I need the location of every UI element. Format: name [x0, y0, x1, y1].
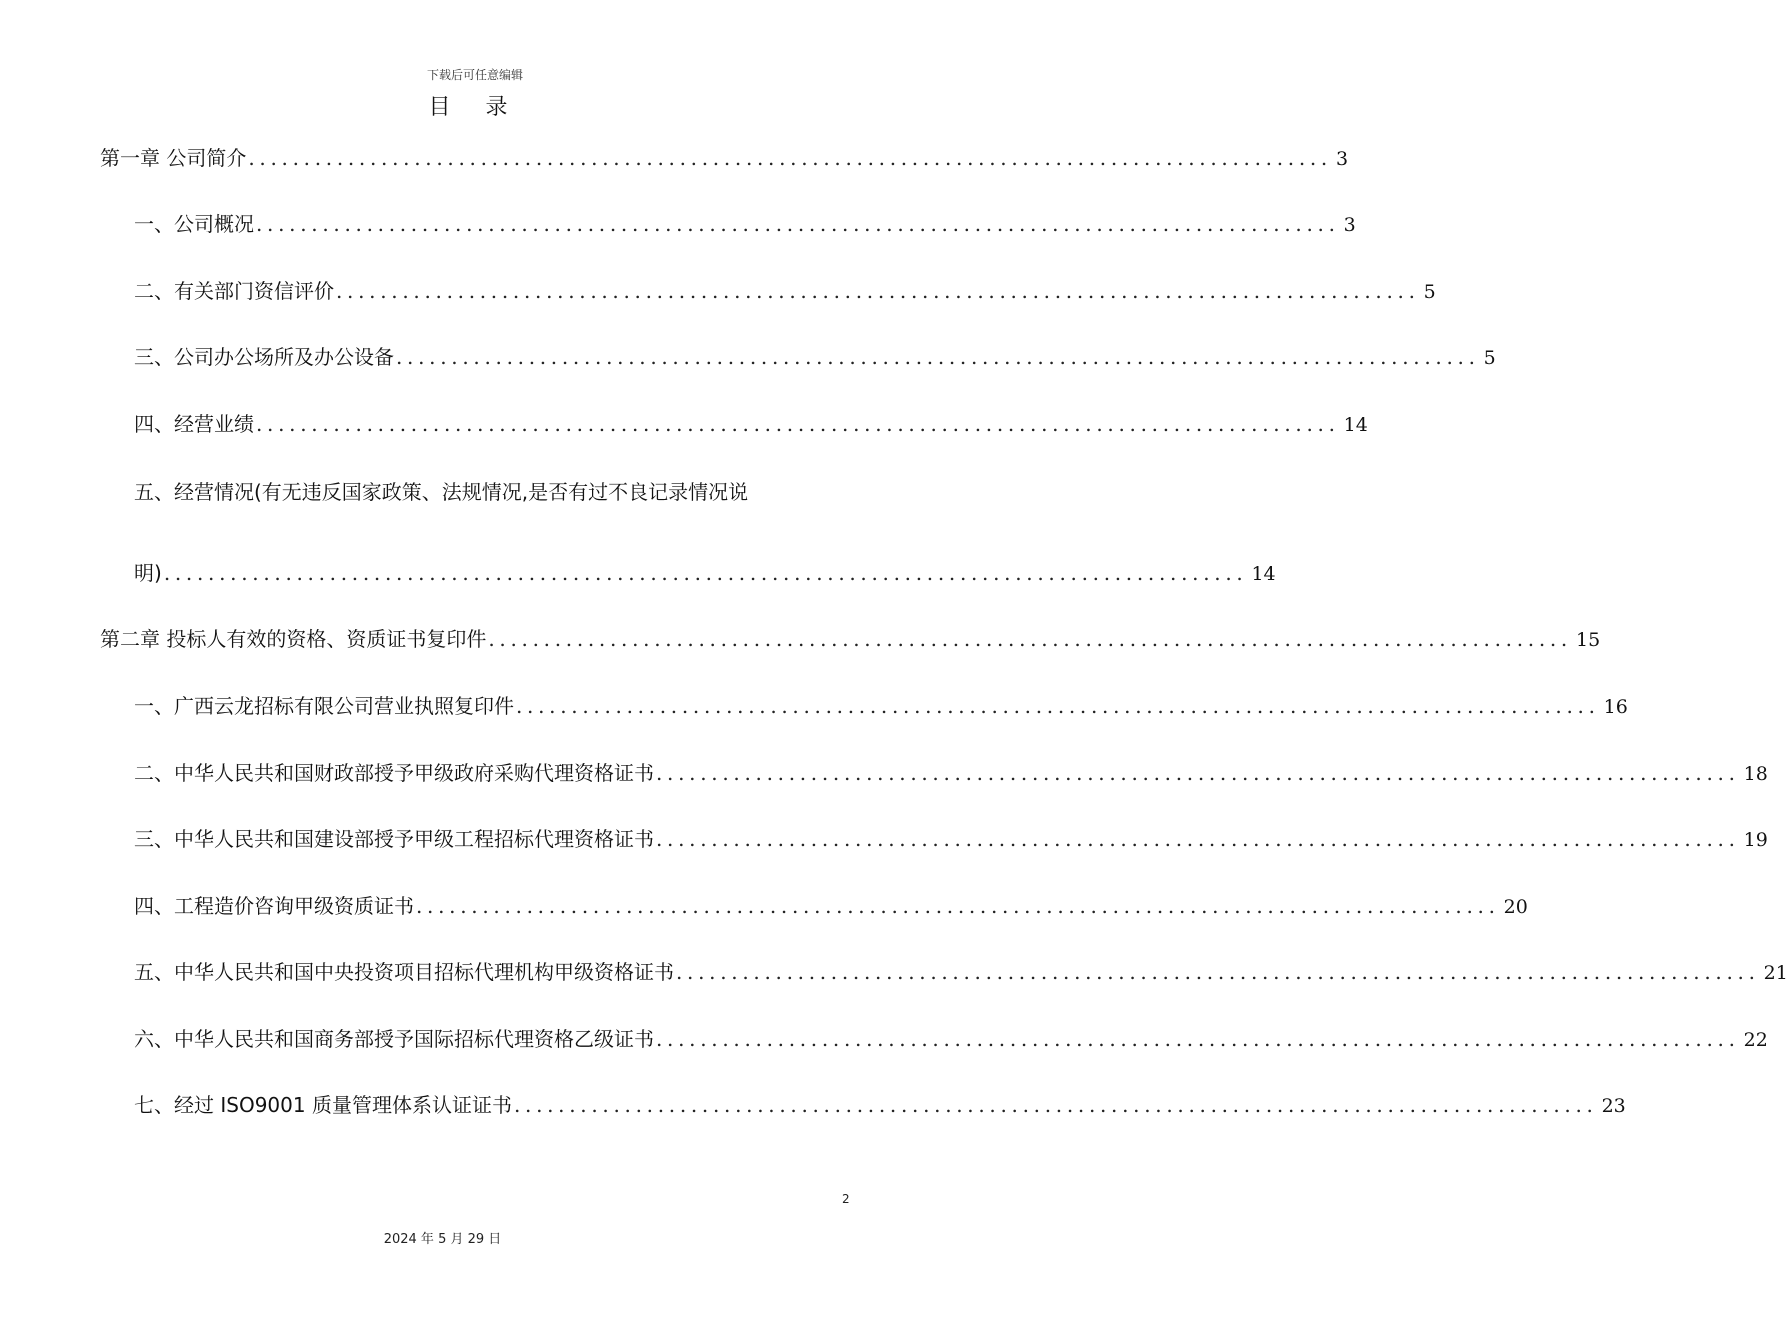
toc-entry-section[interactable]: [134, 759, 1768, 788]
toc-entry-page: 20: [1503, 896, 1528, 918]
toc-entry-page: 23: [1601, 1095, 1626, 1117]
toc-entry-page: 14: [1251, 563, 1276, 585]
toc-entry-section[interactable]: [134, 958, 1788, 987]
dot-leader: ..................................................................................................: [513, 1093, 1598, 1117]
toc-entry-label: 一、广西云龙招标有限公司营业执照复印件: [134, 694, 514, 718]
dot-leader: ..................................................................................................: [656, 1027, 1740, 1051]
toc-entry-label: 三、公司办公场所及办公设备: [134, 345, 394, 369]
toc-entry-page: 3: [1343, 214, 1356, 236]
toc-entry-page: 21: [1763, 962, 1788, 984]
toc-entry-chapter-1[interactable]: [100, 144, 1349, 173]
toc-title: 目 录: [428, 95, 522, 120]
toc-entry-chapter-2[interactable]: [100, 625, 1601, 654]
toc-entry-section[interactable]: [134, 1091, 1626, 1120]
toc-entry-section[interactable]: [134, 1025, 1768, 1054]
toc-entry-label: 四、工程造价咨询甲级资质证书: [134, 894, 414, 918]
toc-entry-section[interactable]: [134, 277, 1436, 306]
toc-entry-page: 18: [1743, 763, 1768, 785]
toc-entry-page: 3: [1336, 148, 1349, 170]
toc-entry-page: 22: [1743, 1029, 1768, 1051]
toc-entry-page: 14: [1343, 414, 1368, 436]
toc-entry-label: 明): [134, 561, 162, 585]
toc-entry-section[interactable]: [134, 343, 1496, 372]
toc-entry-label: 七、经过 ISO9001 质量管理体系认证证书: [134, 1093, 512, 1117]
toc-entry-page: 19: [1743, 829, 1768, 851]
toc-entry-page: 16: [1603, 696, 1628, 718]
toc-entry-label: 五、中华人民共和国中央投资项目招标代理机构甲级资格证书: [134, 960, 674, 984]
dot-leader: ..................................................................................................: [516, 694, 1600, 718]
toc-entry-page: 15: [1576, 629, 1601, 651]
toc-entry-label: 第二章 投标人有效的资格、资质证书复印件: [100, 627, 487, 651]
dot-leader: ..................................................................................................: [256, 212, 1340, 236]
toc-entry-label: 六、中华人民共和国商务部授予国际招标代理资格乙级证书: [134, 1027, 654, 1051]
dot-leader: ..................................................................................................: [676, 960, 1760, 984]
toc-entry-page: 5: [1423, 281, 1436, 303]
toc-entry-section[interactable]: [134, 892, 1528, 921]
toc-entry-label: 一、公司概况: [134, 212, 254, 236]
toc-entry-section[interactable]: [134, 210, 1356, 239]
toc-entry-label: 二、中华人民共和国财政部授予甲级政府采购代理资格证书: [134, 761, 654, 785]
toc-entry-section[interactable]: [134, 410, 1368, 439]
dot-leader: ..................................................................................................: [488, 627, 1572, 651]
dot-leader: ..................................................................................................: [163, 561, 1248, 585]
toc-entry-label: 第一章 公司简介: [100, 146, 247, 170]
toc-entry-label: 二、有关部门资信评价: [134, 279, 334, 303]
dot-leader: ..................................................................................................: [336, 279, 1420, 303]
toc-entry-page: 5: [1483, 347, 1496, 369]
toc-entry-section[interactable]: [134, 825, 1768, 854]
dot-leader: ..................................................................................................: [656, 761, 1740, 785]
dot-leader: ..................................................................................................: [248, 146, 1332, 170]
toc-entry-label: 四、经营业绩: [134, 412, 254, 436]
dot-leader: ..................................................................................................: [656, 827, 1740, 851]
footer-date: 2024 年 5 月 29 日: [383, 1232, 502, 1247]
toc-entry-section[interactable]: [134, 559, 1276, 588]
toc-entry-label-line1[interactable]: 五、经营情况(有无违反国家政策、法规情况,是否有过不良记录情况说: [134, 480, 749, 504]
toc-entry-section[interactable]: [134, 692, 1628, 721]
dot-leader: ..................................................................................................: [396, 345, 1480, 369]
page-number: 2: [842, 1192, 850, 1206]
dot-leader: ..................................................................................................: [416, 894, 1500, 918]
dot-leader: ..................................................................................................: [256, 412, 1340, 436]
header-note: 下载后可任意编辑: [426, 68, 523, 82]
toc-entry-label: 三、中华人民共和国建设部授予甲级工程招标代理资格证书: [134, 827, 654, 851]
